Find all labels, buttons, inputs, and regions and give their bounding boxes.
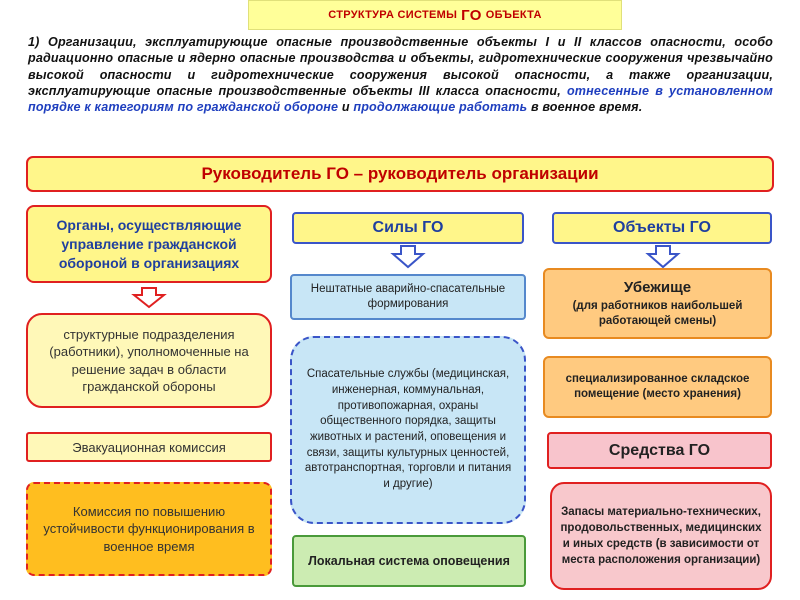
col2-header	[292, 212, 524, 244]
col3-header	[552, 212, 772, 244]
col2-alert-system	[292, 535, 526, 587]
col1-stability-commission	[26, 482, 272, 576]
col2-box2-label: Спасательные службы (медицинская, инженерная, коммунальная, противопожарная, охраны общественного порядка, защиты животных и растений, оповещения и связи, защиты культурных ценностей, автотранспортная, торговли и питания и другие)	[304, 368, 512, 491]
col2-header-label: Силы ГО	[372, 219, 444, 236]
col3-means-header-label: Средства ГО	[608, 441, 711, 459]
col3-shelter	[543, 268, 772, 339]
slide-title	[248, 0, 622, 30]
arrow-down-icon	[132, 288, 166, 308]
arrow-down-icon	[392, 246, 424, 268]
col3-header-label: Объекты ГО	[613, 219, 711, 236]
col2-emergency-units	[290, 274, 526, 320]
col3-supplies	[550, 482, 772, 590]
col2-box3-label: Локальная система оповещения	[308, 553, 510, 568]
col3-supplies-label: Запасы материально-технических, продовольственных, медицинских и иных средств (в зависимости от места расположения организации)	[560, 506, 762, 566]
intro-part2: в военное время.	[530, 100, 643, 115]
head-box	[26, 156, 774, 192]
col3-storage	[543, 356, 772, 418]
col2-box1-label: Нештатные аварийно-спасательные формирования	[310, 283, 506, 310]
intro-part1: 1) Организации, эксплуатирующие опасные производственные объекты I и II классов опасности, особо радиационно опасные и ядерно опасные производства и объекты, гидротехнические сооружения чрезвычайно высокой опасности и гидротехнические сооружения высокой опасности, а также организации, эксплуатирующие опасные производственные объекты III класса опасности,	[28, 35, 773, 98]
col3-means-header	[547, 432, 772, 469]
col1-box1-label: структурные подразделения (работники), уполномоченные на решение задач в области гражданской обороны	[49, 326, 249, 394]
col3-shelter-title: Убежище	[623, 279, 692, 296]
intro-and: и	[341, 100, 350, 115]
col1-evacuation-commission	[26, 432, 272, 462]
col2-rescue-services	[290, 336, 526, 524]
title-prefix: СТРУКТУРА СИСТЕМЫ	[328, 9, 458, 21]
intro-paragraph	[28, 34, 773, 144]
col3-storage-label: специализированное складское помещение (место хранения)	[565, 372, 750, 400]
title-suffix: ОБЪЕКТА	[485, 9, 542, 21]
intro-highlight-categories: отнесенные в установленном порядке к категориям по гражданской обороне	[28, 83, 773, 115]
col1-structural-units	[26, 313, 272, 408]
col3-shelter-sub: (для работников наибольшей работающей смены)	[572, 300, 743, 327]
col1-header-label: Органы, осуществляющие управление гражданской обороной в организациях	[56, 216, 242, 271]
title-go: ГО	[461, 6, 482, 24]
head-label: Руководитель ГО – руководитель организации	[201, 164, 599, 183]
col1-header	[26, 205, 272, 283]
col1-box3-label: Комиссия по повышению устойчивости функционирования в военное время	[43, 503, 255, 554]
col1-box2-label: Эвакуационная комиссия	[72, 439, 226, 455]
intro-highlight-continue: продолжающие работать	[353, 100, 528, 115]
arrow-down-icon	[646, 246, 680, 268]
